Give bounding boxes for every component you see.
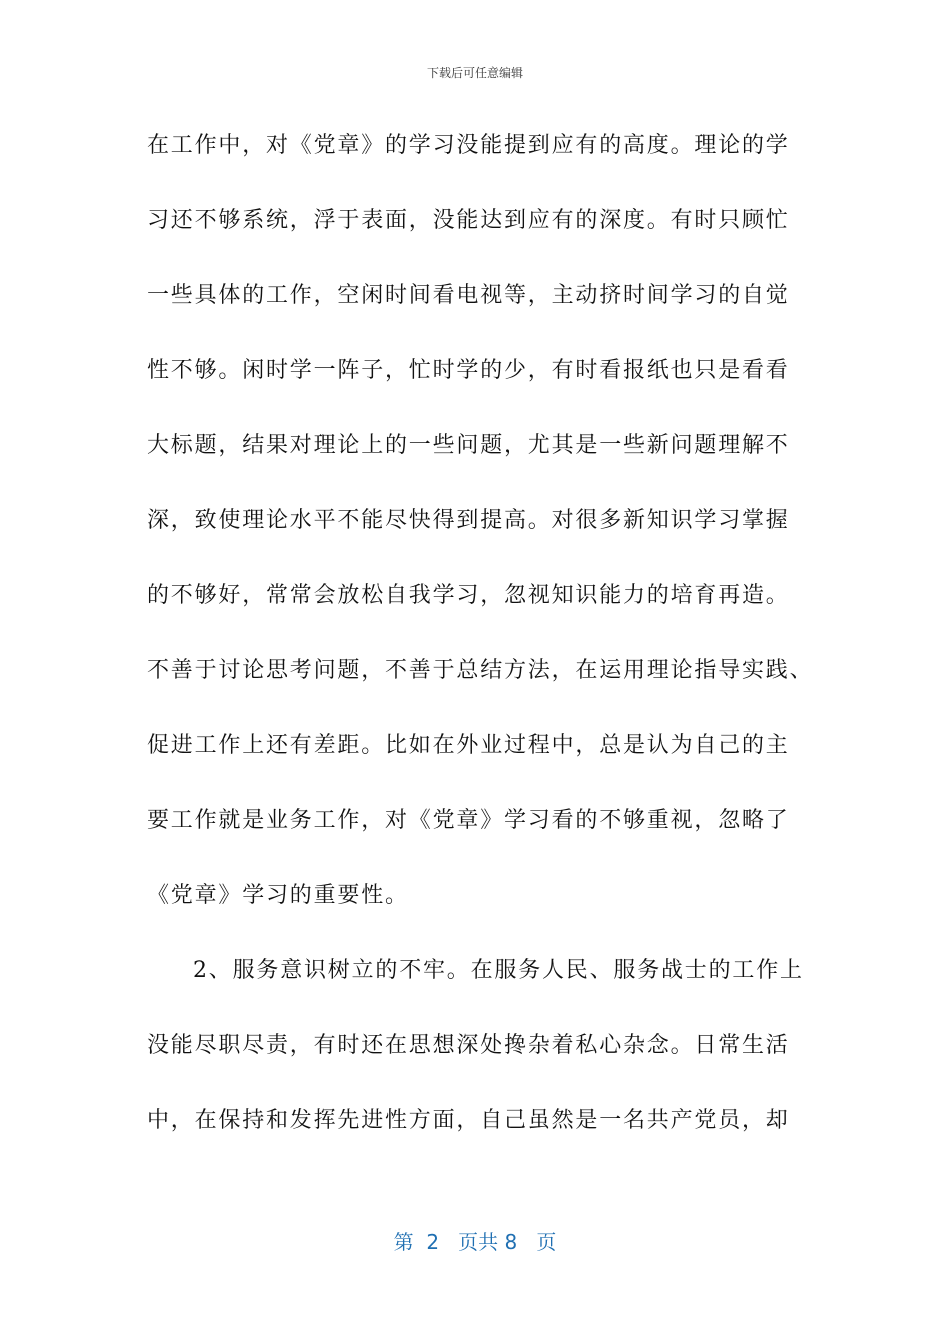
text-line: 不善于讨论思考问题，不善于总结方法，在运用理论指导实践、 xyxy=(147,658,814,683)
text-line: 性不够。闲时学一阵子，忙时学的少，有时看报纸也只是看看 xyxy=(147,358,790,383)
text-line: 深，致使理论水平不能尽快得到提高。对很多新知识学习掌握 xyxy=(147,508,790,533)
text-line: 的不够好，常常会放松自我学习，忽视知识能力的培育再造。 xyxy=(147,583,790,608)
text-line: 2、服务意识树立的不牢。在服务人民、服务战士的工作上 xyxy=(193,958,804,983)
text-line: 在工作中，对《党章》的学习没能提到应有的高度。理论的学 xyxy=(147,133,790,158)
page-header: 下载后可任意编辑 xyxy=(426,66,523,80)
body-text xyxy=(147,126,812,1176)
page-number: 第 2 页共 8 页 xyxy=(393,1230,557,1254)
text-line: 一些具体的工作，空闲时间看电视等，主动挤时间学习的自觉 xyxy=(147,283,790,308)
text-line: 促进工作上还有差距。比如在外业过程中，总是认为自己的主 xyxy=(147,733,790,758)
text-line: 习还不够系统，浮于表面，没能达到应有的深度。有时只顾忙 xyxy=(147,208,790,233)
text-line: 中，在保持和发挥先进性方面，自己虽然是一名共产党员，却 xyxy=(147,1108,790,1133)
text-line: 没能尽职尽责，有时还在思想深处搀杂着私心杂念。日常生活 xyxy=(147,1033,790,1058)
text-line: 《党章》学习的重要性。 xyxy=(147,883,409,908)
text-line: 要工作就是业务工作，对《党章》学习看的不够重视，忽略了 xyxy=(147,808,790,833)
text-line: 大标题，结果对理论上的一些问题，尤其是一些新问题理解不 xyxy=(147,433,790,458)
